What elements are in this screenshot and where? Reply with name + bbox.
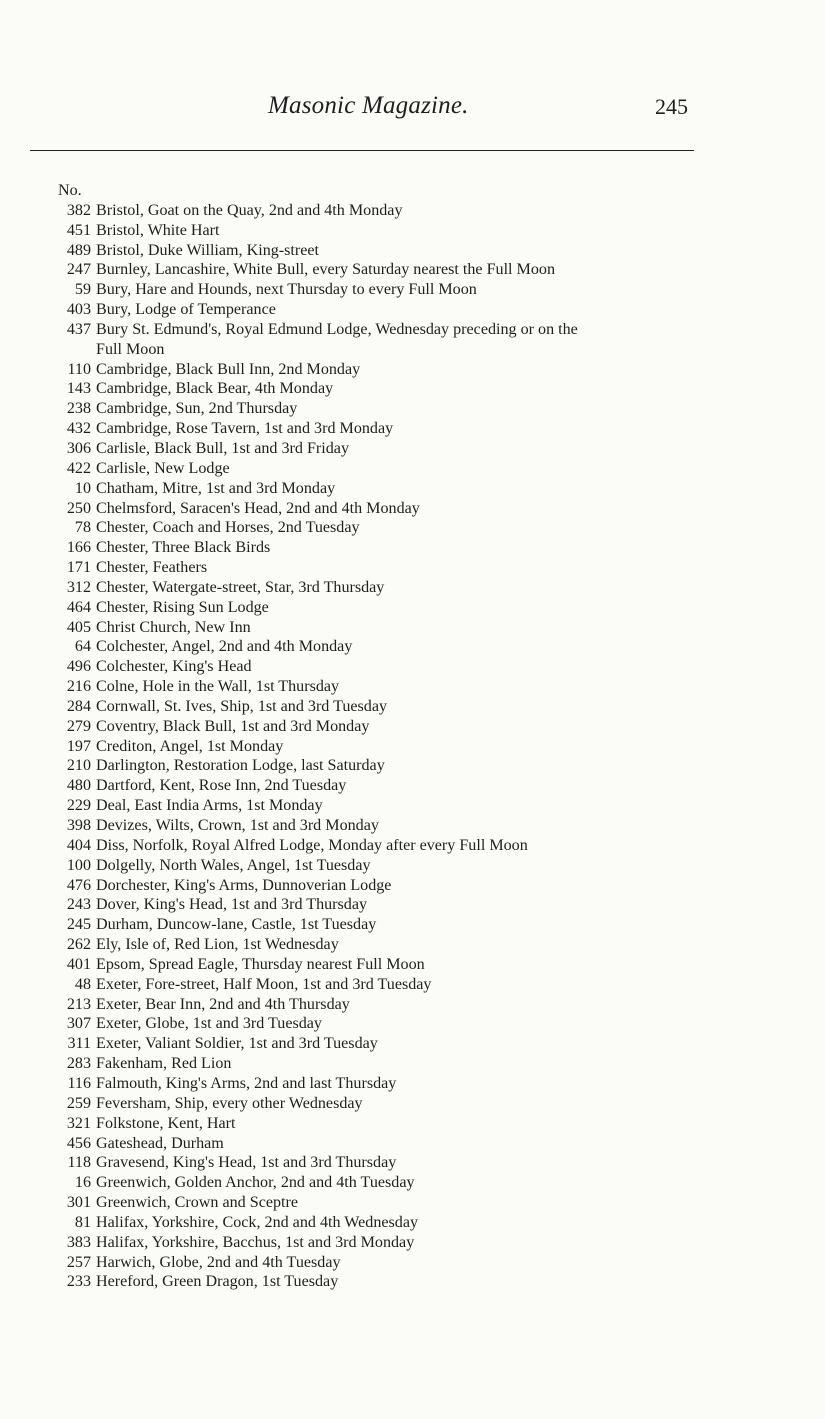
lodge-number: 100 [66,856,91,874]
lodge-number: 307 [66,1015,91,1033]
list-item [58,201,758,221]
column-heading [58,181,758,201]
lodge-number: 59 [74,281,91,299]
lodge-description: Cambridge, Sun, 2nd Thursday [96,400,298,418]
lodge-description: Bury, Hare and Hounds, next Thursday to every Full Moon [96,281,477,299]
lodge-number: 432 [66,420,91,438]
lodge-number: 451 [66,221,91,239]
lodge-description: Fakenham, Red Lion [96,1055,232,1073]
lodge-description: Christ Church, New Inn [96,618,251,636]
lodge-number: 496 [66,658,91,676]
list-item [58,479,758,499]
lodge-description: Chester, Three Black Birds [96,539,271,557]
list-item [58,836,758,856]
list-item [58,399,758,419]
list-item [58,280,758,300]
lodge-number: 321 [66,1114,91,1132]
lodge-number: 259 [66,1094,91,1112]
lodge-description: Harwich, Globe, 2nd and 4th Tuesday [96,1253,341,1271]
list-item [58,618,758,638]
lodge-number: 383 [66,1233,91,1251]
lodge-number: 64 [74,638,91,656]
lodge-description: Ely, Isle of, Red Lion, 1st Wednesday [96,936,339,954]
list-item [58,1233,758,1253]
lodge-number: 284 [66,697,91,715]
lodge-number: 213 [66,995,91,1013]
lodge-description: Exeter, Valiant Soldier, 1st and 3rd Tuesday [96,1035,378,1053]
lodge-number: 311 [67,1035,91,1053]
list-item [58,697,758,717]
lodge-description: Cambridge, Rose Tavern, 1st and 3rd Monday [96,420,394,438]
lodge-number: 245 [66,916,91,934]
lodge-number: 171 [66,559,91,577]
lodge-number: 279 [66,717,91,735]
lodge-description: Bristol, Duke William, King-street [96,241,319,259]
lodge-description: Chester, Watergate-street, Star, 3rd Thursday [96,578,385,596]
list-item-continuation [58,340,758,360]
running-title: Masonic Magazine. [268,92,469,119]
list-item [58,300,758,320]
lodge-description: Chelmsford, Saracen's Head, 2nd and 4th Monday [96,499,420,517]
list-item [58,995,758,1015]
lodge-number: 262 [66,936,91,954]
list-item [58,1114,758,1134]
list-item [58,1193,758,1213]
lodge-number: 456 [66,1134,91,1152]
list-item [58,895,758,915]
list-item [58,796,758,816]
list-item [58,1173,758,1193]
list-item [58,439,758,459]
lodge-description: Colne, Hole in the Wall, 1st Thursday [96,678,340,696]
lodge-number: 404 [66,836,91,854]
lodge-description: Chester, Feathers [96,559,208,577]
list-item [58,1213,758,1233]
list-item [58,558,758,578]
lodge-number: 403 [66,301,91,319]
list-item [58,816,758,836]
list-item [58,776,758,796]
lodge-description: Folkstone, Kent, Hart [96,1114,236,1132]
list-item [58,598,758,618]
list-item [58,717,758,737]
lodge-description: Bury St. Edmund's, Royal Edmund Lodge, Wednesday preceding or on the [96,320,578,338]
lodge-description: Exeter, Bear Inn, 2nd and 4th Thursday [96,995,350,1013]
lodge-description: Falmouth, King's Arms, 2nd and last Thursday [96,1074,397,1092]
lodge-description: Feversham, Ship, every other Wednesday [96,1094,363,1112]
lodge-description: Colchester, Angel, 2nd and 4th Monday [96,638,353,656]
list-item [58,756,758,776]
lodge-number: 476 [66,876,91,894]
page-number: 245 [655,94,688,119]
list-item [58,320,758,340]
lodge-description: Exeter, Globe, 1st and 3rd Tuesday [96,1015,322,1033]
lodge-description: Epsom, Spread Eagle, Thursday nearest Full Moon [96,955,425,973]
lodge-number: 437 [66,320,91,338]
lodge-description: Diss, Norfolk, Royal Alfred Lodge, Monday after every Full Moon [96,836,528,854]
lodge-number: 464 [66,598,91,616]
list-item [58,1034,758,1054]
lodge-number: 118 [67,1154,91,1172]
list-item [58,1074,758,1094]
lodge-description: Bristol, Goat on the Quay, 2nd and 4th Monday [96,201,403,219]
lodge-description: Bristol, White Hart [96,221,220,239]
list-item [58,241,758,261]
lodge-number: 233 [66,1273,91,1291]
list-item [58,459,758,479]
list-item [58,657,758,677]
lodge-number: 210 [66,757,91,775]
header-rule [30,150,694,151]
lodge-description: Greenwich, Crown and Sceptre [96,1194,298,1212]
list-item [58,677,758,697]
lodge-number: 110 [67,360,91,378]
lodge-number: 312 [66,578,91,596]
list-item [58,518,758,538]
lodge-number: 238 [66,400,91,418]
list-item [58,499,758,519]
lodge-description: Cambridge, Black Bull Inn, 2nd Monday [96,360,361,378]
lodge-description: Burnley, Lancashire, White Bull, every Saturday nearest the Full Moon [96,261,556,279]
page-header [0,92,825,132]
list-item [58,360,758,380]
lodge-number: 398 [66,817,91,834]
lodge-description: Durham, Duncow-lane, Castle, 1st Tuesday [96,916,377,934]
list-item [58,578,758,598]
lodge-number: 48 [74,975,91,993]
lodge-description: Halifax, Yorkshire, Bacchus, 1st and 3rd Monday [96,1233,415,1251]
list-item [58,1054,758,1074]
lodge-number: 143 [66,380,91,398]
lodge-description: Deal, East India Arms, 1st Monday [96,797,323,815]
list-item [58,1272,758,1292]
lodge-number: 78 [74,519,91,537]
lodge-number: 166 [66,539,91,557]
lodge-number: 489 [66,241,91,259]
lodge-number: 247 [66,261,91,279]
list-item [58,419,758,439]
lodge-number: 197 [66,737,91,755]
lodge-number: 81 [74,1213,91,1231]
lodge-description: Cornwall, St. Ives, Ship, 1st and 3rd Tuesday [96,697,388,715]
lodge-number: 382 [66,201,91,219]
lodge-number: 257 [66,1253,91,1271]
lodge-description: Chester, Coach and Horses, 2nd Tuesday [96,519,360,537]
lodge-description: Crediton, Angel, 1st Monday [96,737,284,755]
lodge-number: 243 [66,896,91,914]
lodge-number: 401 [66,955,91,973]
lodge-number: 405 [66,618,91,636]
list-item [58,1014,758,1034]
list-item [58,737,758,757]
column-heading-label: No. [58,182,82,199]
lodge-description: Cambridge, Black Bear, 4th Monday [96,380,334,398]
lodge-description: Dolgelly, North Wales, Angel, 1st Tuesday [96,856,371,874]
list-item [58,876,758,896]
lodge-description: Gateshead, Durham [96,1134,224,1152]
lodge-description: Dorchester, King's Arms, Dunnoverian Lodge [96,876,392,894]
lodge-number: 10 [74,479,91,497]
list-item [58,1253,758,1273]
lodge-description: Halifax, Yorkshire, Cock, 2nd and 4th Wednesday [96,1213,419,1231]
lodge-number: 283 [66,1055,91,1073]
lodge-number: 116 [67,1074,91,1092]
lodge-number: 216 [66,678,91,696]
list-item [58,538,758,558]
lodge-description: Dartford, Kent, Rose Inn, 2nd Tuesday [96,777,347,795]
lodge-description: Chester, Rising Sun Lodge [96,598,269,616]
lodge-number: 306 [66,439,91,457]
lodge-description: Greenwich, Golden Anchor, 2nd and 4th Tuesday [96,1174,415,1192]
lodge-description: Dover, King's Head, 1st and 3rd Thursday [96,896,368,914]
lodge-description: Hereford, Green Dragon, 1st Tuesday [96,1273,339,1291]
lodge-number: 422 [66,459,91,477]
list-item [58,637,758,657]
lodge-description-continued: Full Moon [96,340,165,358]
lodge-number: 229 [66,797,91,815]
list-item [58,975,758,995]
list-item [58,260,758,280]
lodge-number: 480 [66,777,91,795]
list-item [58,955,758,975]
lodge-description: Devizes, Wilts, Crown, 1st and 3rd Monday [96,817,379,834]
lodge-number: 16 [74,1174,91,1192]
lodge-description: Carlisle, New Lodge [96,459,230,477]
list-item [58,1134,758,1154]
lodge-description: Coventry, Black Bull, 1st and 3rd Monday [96,717,370,735]
lodge-description: Carlisle, Black Bull, 1st and 3rd Friday [96,439,349,457]
lodge-description: Chatham, Mitre, 1st and 3rd Monday [96,479,336,497]
list-item [58,915,758,935]
list-item [58,221,758,241]
lodge-description: Colchester, King's Head [96,658,252,676]
list-item [58,379,758,399]
list-item [58,1094,758,1114]
list-item [58,935,758,955]
lodge-description: Gravesend, King's Head, 1st and 3rd Thursday [96,1154,397,1172]
lodge-number: 250 [66,499,91,517]
list-item [58,1153,758,1173]
lodge-description: Bury, Lodge of Temperance [96,301,276,319]
lodge-list [58,181,758,1292]
lodge-description: Darlington, Restoration Lodge, last Saturday [96,757,385,775]
lodge-number: 301 [66,1194,91,1212]
list-item [58,856,758,876]
lodge-description: Exeter, Fore-street, Half Moon, 1st and 3rd Tuesday [96,975,432,993]
